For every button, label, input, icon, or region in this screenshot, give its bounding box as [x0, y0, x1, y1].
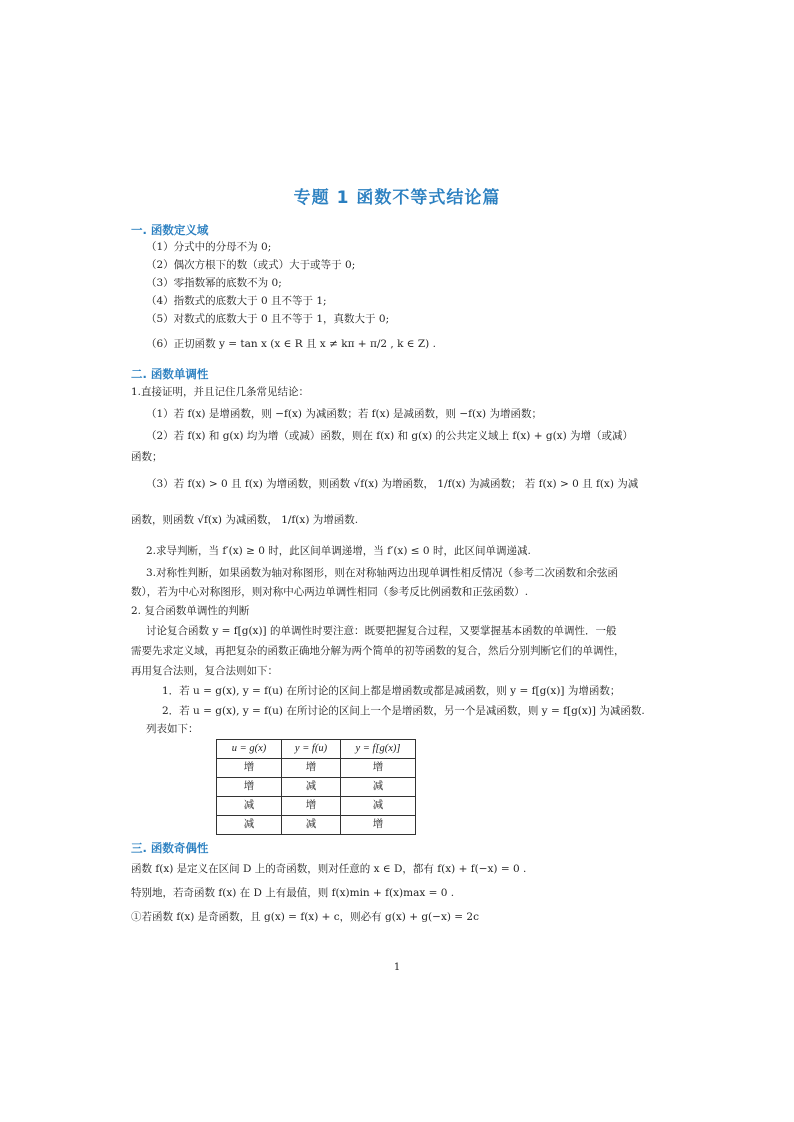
table-cell: 减 [282, 778, 341, 797]
paragraph-composite: 讨论复合函数 y = f[g(x)] 的单调性时要注意：既要把握复合过程，又要掌握基本函数的单调性．一般 [146, 625, 617, 637]
conclusion-2-cont: 函数； [131, 451, 163, 463]
table-cell: 减 [217, 797, 282, 816]
composite-rule-1: 1．若 u = g(x), y = f(u) 在所讨论的区间上都是增函数或都是减函数，则 y = f[g(x)] 为增函数； [162, 685, 621, 697]
conclusion-3-cont: 函数，则函数 √f(x) 为减函数， 1/f(x) 为增函数. [131, 514, 359, 526]
section-heading-domain: 一. 函数定义域 [131, 223, 209, 237]
domain-item: （4）指数式的底数大于 0 且不等于 1; [146, 295, 327, 307]
table-cell: 增 [282, 759, 341, 778]
table-header: y = f(u) [282, 740, 341, 759]
domain-item: （3）零指数幂的底数不为 0; [146, 277, 282, 289]
table-cell: 增 [217, 759, 282, 778]
table-header: y = f[g(x)] [341, 740, 416, 759]
table-cell: 减 [282, 816, 341, 835]
paragraph-symmetry-cont: 数），若为中心对称图形，则对称中心两边单调性相同（参考反比例函数和正弦函数）. [131, 586, 529, 598]
table-cell: 增 [217, 778, 282, 797]
domain-item: （6）正切函数 y = tan x (x ∈ R 且 x ≠ kπ + π/2 , k ∈ Z) . [146, 338, 436, 350]
composite-rule-2: 2．若 u = g(x), y = f(u) 在所讨论的区间上一个是增函数，另一个是减函数，则 y = f[g(x)] 为减函数. [162, 705, 645, 717]
paragraph-composite: 再用复合法则，复合法则如下： [131, 665, 278, 677]
table-cell: 减 [217, 816, 282, 835]
table-cell: 增 [341, 759, 416, 778]
paragraph: 1.直接证明，并且记住几条常见结论： [131, 386, 310, 398]
domain-item: （5）对数式的底数大于 0 且不等于 1，真数大于 0; [146, 313, 390, 325]
conclusion-2: （2）若 f(x) 和 g(x) 均为增（或减）函数，则在 f(x) 和 g(x) 的公共定义域上 f(x) + g(x) 为增（或减） [146, 430, 634, 442]
table-header: u = g(x) [217, 740, 282, 759]
paragraph-extremes: 特别地，若奇函数 f(x) 在 D 上有最值，则 f(x)min + f(x)max = 0 . [131, 887, 455, 899]
subheading-composite: 2. 复合函数单调性的判断 [131, 605, 250, 617]
section-heading-parity: 三. 函数奇偶性 [131, 841, 209, 855]
table-row [217, 759, 416, 778]
table-intro: 列表如下： [146, 723, 199, 735]
paragraph-symmetry: 3.对称性判断，如果函数为轴对称图形，则在对称轴两边出现单调性相反情况（参考二次函数和余弦函 [146, 567, 619, 579]
paragraph-shifted-odd: ①若函数 f(x) 是奇函数，且 g(x) = f(x) + c，则必有 g(x) + g(−x) = 2c [131, 911, 479, 923]
page-title: 专题 1 函数不等式结论篇 [293, 188, 501, 208]
table-cell: 减 [341, 797, 416, 816]
table-cell: 增 [341, 816, 416, 835]
table-row [217, 816, 416, 835]
domain-item: （1）分式中的分母不为 0; [146, 241, 272, 253]
paragraph-composite: 需要先求定义域，再把复杂的函数正确地分解为两个简单的初等函数的复合，然后分别判断它们的单调性， [131, 645, 625, 657]
table-cell: 增 [282, 797, 341, 816]
conclusion-3: （3）若 f(x) > 0 且 f(x) 为增函数，则函数 √f(x) 为增函数， 1/f(x) 为减函数； 若 f(x) > 0 且 f(x) 为减 [146, 478, 639, 490]
conclusion-1: （1）若 f(x) 是增函数，则 −f(x) 为减函数；若 f(x) 是减函数，则 −f(x) 为增函数； [146, 408, 542, 420]
table-row [217, 778, 416, 797]
composite-rule-table [216, 739, 416, 835]
paragraph-derivative: 2.求导判断，当 f′(x) ≥ 0 时，此区间单调递增，当 f′(x) ≤ 0 时，此区间单调递减. [146, 545, 531, 557]
domain-item: （2）偶次方根下的数（或式）大于或等于 0; [146, 259, 356, 271]
table-header-row [217, 740, 416, 759]
table-cell: 减 [341, 778, 416, 797]
paragraph-odd-function: 函数 f(x) 是定义在区间 D 上的奇函数，则对任意的 x ∈ D，都有 f(x) + f(−x) = 0 . [131, 863, 527, 875]
section-heading-monotonicity: 二. 函数单调性 [131, 367, 209, 381]
table-row [217, 797, 416, 816]
page-number: 1 [393, 962, 401, 973]
